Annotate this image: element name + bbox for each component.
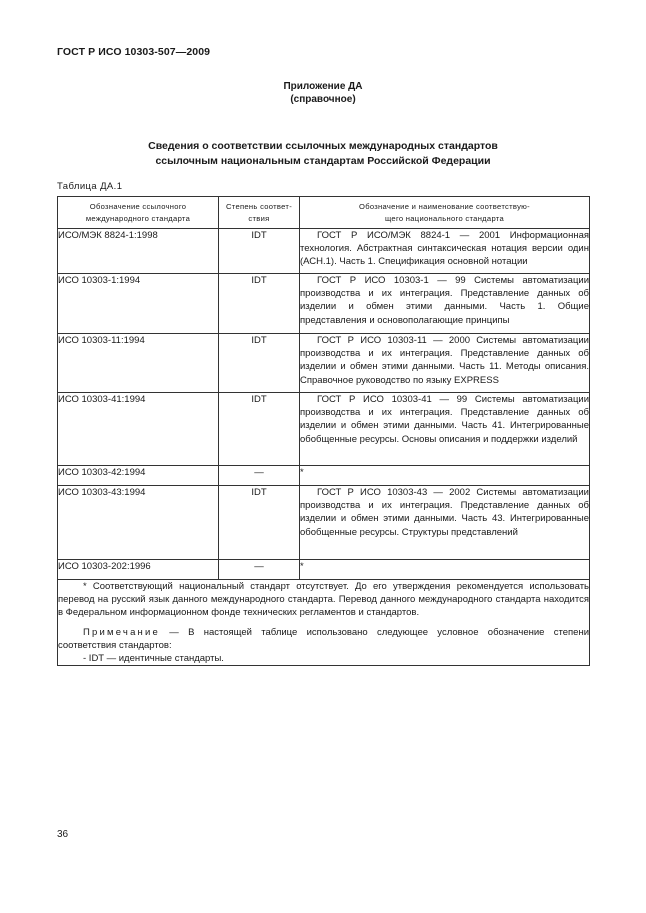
table-row: [58, 560, 590, 580]
table-label: Таблица ДА.1: [57, 181, 123, 192]
cell-degree: IDT: [219, 334, 300, 393]
appendix-heading: [0, 80, 646, 106]
header-degree: [219, 197, 300, 229]
cell-intl-standard: ИСО/МЭК 8824-1:1998: [58, 229, 219, 274]
cell-degree: IDT: [219, 274, 300, 334]
table-notes: [58, 580, 590, 666]
cell-national-standard: ГОСТ Р ИСО 10303-1 — 99 Системы автоматизации производства и их интеграция. Представление данных об изделии и обмен этими данными. Часть 1. Общие представления и основополагающие принципы: [300, 275, 589, 326]
cell-intl-standard: ИСО 10303-43:1994: [58, 486, 219, 560]
document-code: ГОСТ Р ИСО 10303-507—2009: [57, 46, 211, 58]
cell-degree: IDT: [219, 229, 300, 274]
header-intl-standard: [58, 197, 219, 229]
note: [58, 626, 589, 652]
cell-national-wrap: [300, 334, 590, 393]
table-row: [58, 486, 590, 560]
header-national-standard: [300, 197, 590, 229]
header-degree-line-2: ствия: [248, 214, 270, 223]
cell-national-standard: ГОСТ Р ИСО 10303-43 — 2002 Системы автоматизации производства и их интеграция. Представление данных об изделии и обмен этими данными. Часть 43. Интегрированные обобщенные ресурсы. Структуры представлений: [300, 487, 589, 538]
appendix-subtitle: (справочное): [290, 94, 356, 105]
table-row: [58, 393, 590, 466]
note-item: - IDT — идентичные стандарты.: [83, 653, 224, 664]
standards-table: [57, 196, 590, 666]
table-header-row: [58, 197, 590, 229]
table-row: [58, 466, 590, 486]
cell-national-wrap: [300, 486, 590, 560]
header-degree-line-1: Степень соответ-: [225, 202, 293, 211]
header-national-line-2: щего национального стандарта: [384, 214, 505, 223]
table-notes-row: [58, 580, 590, 666]
cell-national-standard: *: [300, 466, 590, 486]
note-text: — В настоящей таблице использовано следующее условное обозначение степени соответствия стандартов:: [58, 627, 589, 651]
cell-degree: —: [219, 560, 300, 580]
footnote: * Соответствующий национальный стандарт отсутствует. До его утверждения рекомендуется использовать перевод на русский язык данного международного стандарта. Перевод данного международного стандарта находится в Федеральном информационном фонде технических регламентов и стандартов.: [58, 581, 589, 618]
cell-intl-standard: ИСО 10303-11:1994: [58, 334, 219, 393]
note-label: Примечание: [83, 627, 160, 638]
header-national-line-1: Обозначение и наименование соответствую-: [358, 202, 530, 211]
section-title-line-1: Сведения о соответствии ссылочных международных стандартов: [148, 140, 498, 152]
table-row: [58, 274, 590, 334]
table-row: [58, 229, 590, 274]
header-intl-line-2: международного стандарта: [85, 214, 191, 223]
cell-national-standard: ГОСТ Р ИСО 10303-41 — 99 Системы автоматизации производства и их интеграция. Представление данных об изделии и обмен этими данными. Часть 41. Интегрированные обобщенные ресурсы. Основы описания и поддержки изделий: [300, 394, 589, 445]
cell-intl-standard: ИСО 10303-41:1994: [58, 393, 219, 466]
section-title-line-2: ссылочным национальным стандартам Российской Федерации: [155, 154, 491, 167]
page-number: 36: [57, 829, 69, 840]
cell-national-wrap: [300, 274, 590, 334]
appendix-title: Приложение ДА: [283, 81, 363, 92]
cell-degree: IDT: [219, 393, 300, 466]
cell-national-wrap: [300, 229, 590, 274]
cell-degree: —: [219, 466, 300, 486]
cell-national-wrap: [300, 393, 590, 466]
cell-national-standard: ГОСТ Р ИСО 10303-11 — 2000 Системы автоматизации производства и их интеграция. Представление данных об изделии и обмен этими данными. Часть 11. Методы описания. Справочное руководство по языку EXPRESS: [300, 335, 589, 386]
header-intl-line-1: Обозначение ссылочного: [89, 202, 187, 211]
section-title: [0, 139, 646, 168]
cell-degree: IDT: [219, 486, 300, 560]
cell-intl-standard: ИСО 10303-202:1996: [58, 560, 219, 580]
cell-intl-standard: ИСО 10303-42:1994: [58, 466, 219, 486]
table-row: [58, 334, 590, 393]
cell-intl-standard: ИСО 10303-1:1994: [58, 274, 219, 334]
cell-national-standard: ГОСТ Р ИСО/МЭК 8824-1 — 2001 Информационная технология. Абстрактная синтаксическая нотация версии один (АСН.1). Часть 1. Спецификация основной нотации: [300, 230, 589, 268]
cell-national-standard: *: [300, 560, 590, 580]
